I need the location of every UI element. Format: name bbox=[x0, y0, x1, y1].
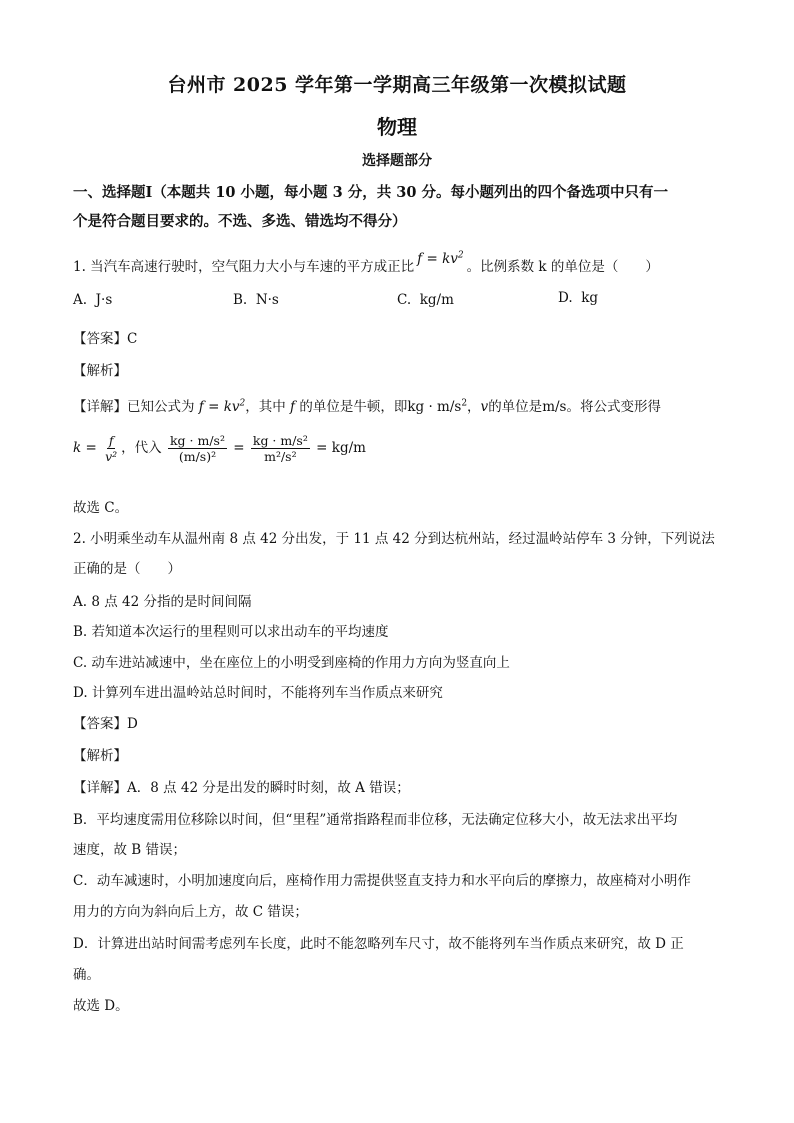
q2-stem-line1: 2. 小明乘坐动车从温州南 8 点 42 分出发，于 11 点 42 分到达杭州站，经过温岭站停车 3 分钟，下列说法 bbox=[73, 531, 715, 547]
detail-unit-base: kg · m/s bbox=[407, 399, 462, 415]
option-text: J·s bbox=[95, 292, 113, 308]
detail-unit bbox=[407, 399, 467, 415]
detail-var-v: v bbox=[480, 399, 489, 415]
detail-formula bbox=[199, 399, 245, 415]
detail-text: ，其中 bbox=[245, 399, 286, 415]
fraction-units-1 bbox=[168, 434, 227, 463]
q1-stem-text-a: 1. 当汽车高速行驶时，空气阻力大小与车速的平方成正比 bbox=[73, 259, 415, 275]
detail-tag: 【详解】 bbox=[73, 399, 127, 415]
q2-answer bbox=[73, 712, 138, 732]
fraction-numerator: f bbox=[108, 433, 114, 448]
detail-unit2: m/s bbox=[542, 399, 567, 415]
detail-text: 。将公式变形得 bbox=[566, 399, 661, 415]
q1-stem-text-b: 。比例系数 k 的单位是（ ） bbox=[466, 259, 659, 275]
page-title: 台州市 2025 学年第一学期高三年级第一次模拟试题 bbox=[167, 74, 627, 96]
q1-analysis-tag: 【解析】 bbox=[73, 363, 127, 379]
q1-option-a bbox=[73, 292, 112, 308]
fraction-denominator: (m/s)² bbox=[178, 449, 217, 465]
derive-result: = kg/m bbox=[316, 440, 366, 457]
section-heading-line2: 个是符合题目要求的。不选、多选、错选均不得分） bbox=[73, 213, 407, 230]
q2-detail-c2: 用力的方向为斜向后上方，故 C 错误； bbox=[73, 904, 308, 920]
part-title: 选择题部分 bbox=[362, 153, 432, 169]
derive-text: ，代入 bbox=[121, 440, 162, 457]
q2-detail-b2: 速度，故 B 错误； bbox=[73, 842, 187, 858]
fraction-denominator: v² bbox=[105, 449, 118, 465]
q2-detail-b1: B．平均速度需用位移除以时间，但“里程”通常指路程而非位移，无法确定位移大小，故无法求出平均 bbox=[73, 812, 678, 828]
q2-option-b: B. 若知道本次运行的里程则可以求出动车的平均速度 bbox=[73, 624, 389, 640]
q1-stem bbox=[73, 250, 659, 275]
detail-text: 的单位是牛顿，即 bbox=[299, 399, 408, 415]
detail-formula-exp: 2 bbox=[239, 398, 246, 409]
q2-analysis-tag: 【解析】 bbox=[73, 748, 127, 764]
option-label: A. bbox=[73, 292, 88, 308]
q2-stem-line2: 正确的是（ ） bbox=[73, 561, 181, 577]
detail-unit-exp: 2 bbox=[461, 398, 468, 409]
q2-conclusion: 故选 D。 bbox=[73, 998, 129, 1014]
q2-detail-d2: 确。 bbox=[73, 967, 100, 983]
option-label: C. bbox=[397, 292, 412, 308]
q1-answer bbox=[73, 327, 137, 347]
q1-conclusion: 故选 C。 bbox=[73, 500, 129, 516]
q1-option-c bbox=[397, 292, 454, 308]
detail-text: 已知公式为 bbox=[127, 399, 195, 415]
detail-var-f: f bbox=[290, 399, 296, 415]
q1-formula-exp: 2 bbox=[457, 250, 464, 261]
subject-title: 物理 bbox=[377, 115, 417, 139]
equals-sign: = bbox=[233, 440, 245, 457]
fraction-numerator: kg · m/s² bbox=[169, 433, 225, 448]
answer-value: D bbox=[127, 716, 138, 732]
q1-option-b bbox=[233, 292, 279, 308]
answer-tag: 【答案】 bbox=[73, 716, 127, 732]
fraction-f-over-v2 bbox=[103, 434, 119, 463]
q2-option-c: C. 动车进站减速中，坐在座位上的小明受到座椅的作用力方向为竖直向上 bbox=[73, 655, 510, 671]
option-text: kg/m bbox=[419, 292, 454, 308]
answer-value: C bbox=[127, 331, 138, 347]
answer-tag: 【答案】 bbox=[73, 331, 127, 347]
option-text: kg bbox=[581, 290, 599, 306]
detail-text: A．8 点 42 分是出发的瞬时时刻，故 A 错误； bbox=[127, 780, 410, 796]
detail-formula-base: f = kv bbox=[198, 399, 240, 415]
q1-option-d bbox=[558, 290, 598, 306]
q1-derivation bbox=[73, 434, 366, 463]
q2-option-a: A. 8 点 42 分指的是时间间隔 bbox=[73, 594, 252, 610]
fraction-units-2 bbox=[251, 434, 310, 463]
fraction-denominator: m²/s² bbox=[264, 449, 297, 465]
detail-tag: 【详解】 bbox=[73, 780, 127, 796]
q2-detail-c1: C．动车减速时，小明加速度向后，座椅作用力需提供竖直支持力和水平向后的摩擦力，故座椅对小明作 bbox=[73, 873, 691, 889]
q1-detail bbox=[73, 395, 661, 415]
q2-detail-a bbox=[73, 776, 410, 796]
detail-text: 的单位是 bbox=[488, 399, 543, 415]
derive-k: k = bbox=[73, 440, 97, 457]
q1-formula-base: f = kv bbox=[417, 251, 458, 267]
section-heading-line1: 一、选择题Ⅰ（本题共 10 小题，每小题 3 分，共 30 分。每小题列出的四个备选项中只有一 bbox=[73, 184, 669, 201]
q2-detail-d1: D．计算进出站时间需考虑列车长度，此时不能忽略列车尺寸，故不能将列车当作质点来研究，故 D 正 bbox=[73, 936, 684, 952]
fraction-numerator: kg · m/s² bbox=[252, 433, 308, 448]
q2-option-d: D. 计算列车进出温岭站总时间时，不能将列车当作质点来研究 bbox=[73, 685, 443, 701]
detail-text: ， bbox=[467, 399, 481, 415]
option-label: B. bbox=[233, 292, 248, 308]
option-text: N·s bbox=[255, 292, 279, 308]
q1-formula bbox=[417, 251, 463, 267]
option-label: D. bbox=[558, 290, 573, 306]
